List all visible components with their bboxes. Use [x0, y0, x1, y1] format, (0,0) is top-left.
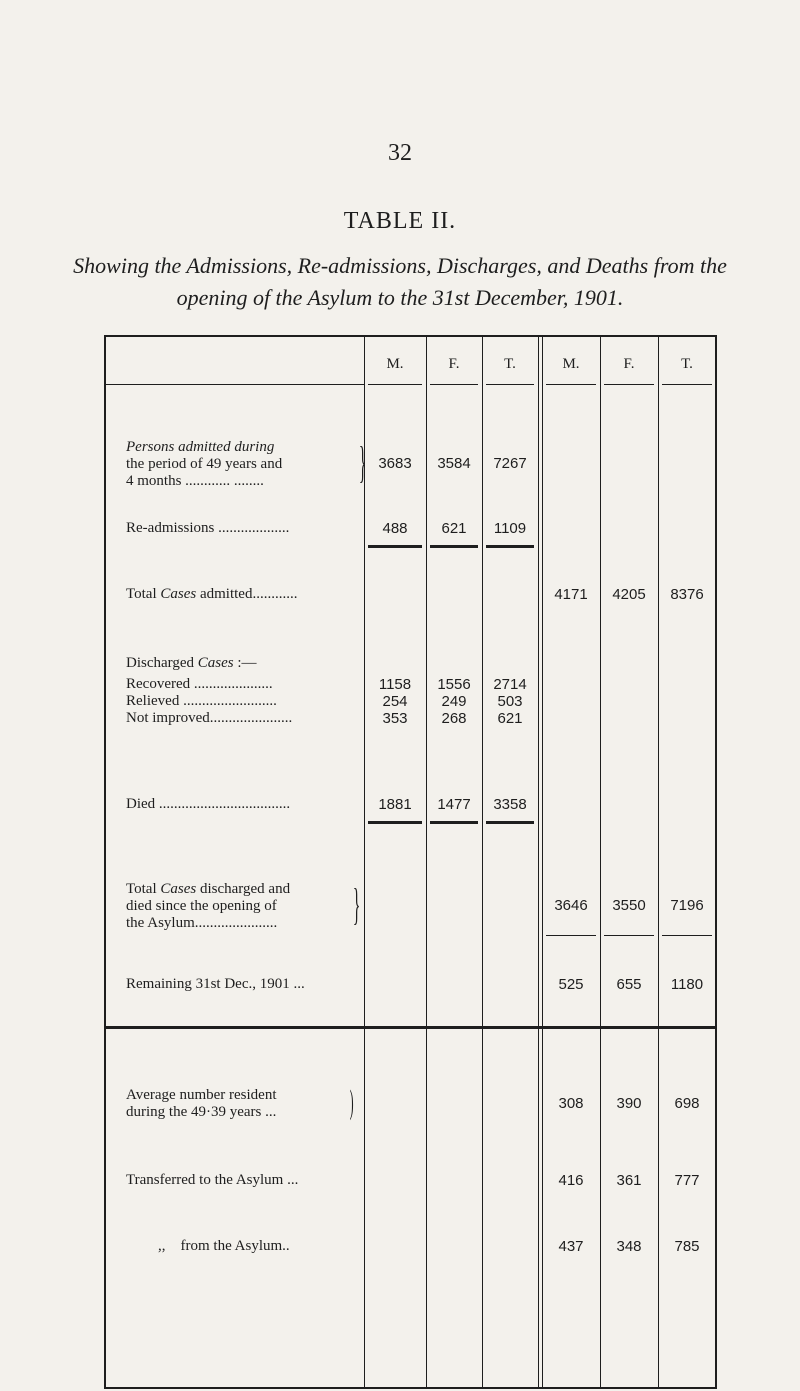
page-number: 32: [388, 140, 412, 166]
cell-transferred-from-f: 348: [616, 1238, 642, 1255]
cell-relieved-f: 249: [441, 693, 467, 710]
subtotal-rule-1-f: [430, 545, 478, 548]
header-rule: [106, 384, 364, 385]
header-m-1: M.: [386, 356, 404, 372]
cell-transferred-from-m: 437: [558, 1238, 584, 1255]
cell-died-f: 1477: [437, 796, 471, 813]
brace-persons-admitted: }: [358, 438, 367, 487]
subtotal-rule-2-t: [486, 821, 534, 824]
cell-persons-admitted-m: 3683: [378, 455, 412, 472]
subtotal-rule-3-t: [662, 935, 712, 936]
cell-persons-admitted-t: 7267: [493, 455, 527, 472]
cell-total-discharged-m: 3646: [554, 897, 588, 914]
header-f-1: F.: [448, 356, 460, 372]
cell-transferred-to-m: 416: [558, 1172, 584, 1189]
col-divider-m2a: [538, 337, 539, 1387]
subtotal-rule-2-f: [430, 821, 478, 824]
subtotal-rule-1-m: [368, 545, 422, 548]
section-rule: [106, 1026, 715, 1029]
cell-relieved-t: 503: [497, 693, 523, 710]
col-divider-m2b: [542, 337, 543, 1387]
row-label-total-discharged-3: the Asylum......................: [126, 915, 278, 931]
cell-total-admitted-f: 4205: [612, 586, 646, 603]
row-label-readmissions: Re-admissions ...................: [126, 520, 290, 536]
row-label-persons-admitted-3: 4 months ............ ........: [126, 473, 264, 489]
table-subtitle: Showing the Admissions, Re-admissions, Discharges, and Deaths from the opening of the Asylum to the 31st December, 1901.: [73, 253, 727, 310]
cell-not-improved-t: 621: [497, 710, 523, 727]
col-divider-f2: [600, 337, 601, 1387]
cell-relieved-m: 254: [382, 693, 408, 710]
header-f-2: F.: [623, 356, 635, 372]
cell-died-m: 1881: [378, 796, 412, 813]
row-label-total-admitted: Total Cases admitted............: [126, 586, 298, 602]
row-label-not-improved: Not improved......................: [126, 710, 293, 726]
col-divider-label: [364, 337, 365, 1387]
header-t-2: T.: [681, 356, 693, 372]
cell-readmissions-t: 1109: [493, 520, 527, 537]
row-label-transferred-from: ,, from the Asylum..: [158, 1238, 290, 1254]
cell-total-discharged-t: 7196: [670, 897, 704, 914]
cell-persons-admitted-f: 3584: [437, 455, 471, 472]
brace-total-discharged: }: [352, 880, 361, 929]
col-divider-t1: [482, 337, 483, 1387]
cell-died-t: 3358: [493, 796, 527, 813]
cell-transferred-to-f: 361: [616, 1172, 642, 1189]
cell-remaining-f: 655: [616, 976, 642, 993]
subtotal-rule-2-m: [368, 821, 422, 824]
subtotal-rule-3-m: [546, 935, 596, 936]
row-label-recovered: Recovered .....................: [126, 676, 273, 692]
cell-recovered-m: 1158: [378, 676, 412, 693]
table-title: TABLE II.: [343, 208, 457, 234]
row-label-total-discharged-1: Total Cases discharged and: [126, 881, 291, 897]
header-rule-m2: [546, 384, 596, 385]
row-label-relieved: Relieved .........................: [126, 693, 277, 709]
row-label-transferred-to: Transferred to the Asylum ...: [126, 1172, 299, 1188]
cell-total-admitted-t: 8376: [670, 586, 704, 603]
table-frame: [104, 335, 717, 1389]
subtotal-rule-3-f: [604, 935, 654, 936]
row-label-total-discharged-2: died since the opening of: [126, 898, 277, 914]
row-label-remaining: Remaining 31st Dec., 1901 ...: [126, 976, 305, 992]
cell-average-resident-t: 698: [674, 1095, 700, 1112]
cell-readmissions-m: 488: [382, 520, 408, 537]
header-rule-m1: [368, 384, 422, 385]
brace-average-resident: ): [349, 1084, 354, 1121]
cell-total-discharged-f: 3550: [612, 897, 646, 914]
cell-readmissions-f: 621: [441, 520, 467, 537]
col-divider-t2: [658, 337, 659, 1387]
row-label-average-resident-1: Average number resident: [126, 1087, 277, 1103]
cell-transferred-to-t: 777: [674, 1172, 700, 1189]
header-t-1: T.: [504, 356, 516, 372]
header-m-2: M.: [562, 356, 580, 372]
cell-not-improved-m: 353: [382, 710, 408, 727]
header-rule-f2: [604, 384, 654, 385]
cell-not-improved-f: 268: [441, 710, 467, 727]
cell-recovered-f: 1556: [437, 676, 471, 693]
row-label-persons-admitted-1: Persons admitted during: [126, 439, 275, 455]
cell-average-resident-m: 308: [558, 1095, 584, 1112]
cell-remaining-m: 525: [558, 976, 584, 993]
cell-recovered-t: 2714: [493, 676, 527, 693]
header-rule-f1: [430, 384, 478, 385]
cell-total-admitted-m: 4171: [554, 586, 588, 603]
row-label-average-resident-2: during the 49·39 years ...: [126, 1104, 277, 1120]
cell-average-resident-f: 390: [616, 1095, 642, 1112]
cell-remaining-t: 1180: [670, 976, 704, 993]
cell-transferred-from-t: 785: [674, 1238, 700, 1255]
row-label-died: Died ...................................: [126, 796, 291, 812]
header-rule-t2: [662, 384, 712, 385]
row-label-persons-admitted-2: the period of 49 years and: [126, 456, 283, 472]
subtotal-rule-1-t: [486, 545, 534, 548]
row-label-discharged-heading: Discharged Cases :—: [126, 655, 257, 671]
header-rule-t1: [486, 384, 534, 385]
col-divider-f1: [426, 337, 427, 1387]
